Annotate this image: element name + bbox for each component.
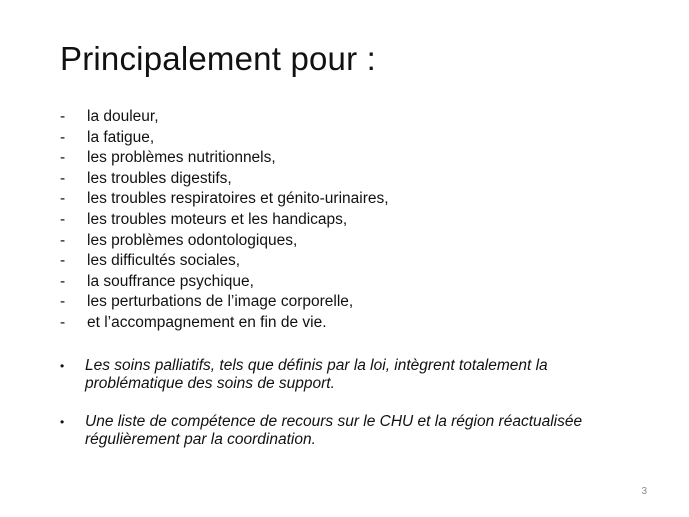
list-item <box>60 149 389 170</box>
dash-marker: - <box>60 231 66 249</box>
bullet-item <box>60 413 650 449</box>
list-item-text: les troubles digestifs, <box>87 169 232 187</box>
list-item <box>60 293 389 314</box>
dash-marker: - <box>60 293 66 311</box>
bullet-item <box>60 357 650 393</box>
bullet-text: Une liste de compétence de recours sur le CHU et la région réactualisée régulièrement par la coordination. <box>85 413 583 448</box>
dash-marker: - <box>60 313 66 331</box>
list-item <box>60 211 389 232</box>
dash-list <box>60 108 389 335</box>
dash-marker: - <box>60 149 66 167</box>
list-item-text: les troubles respiratoires et génito-urinaires, <box>87 190 389 208</box>
dash-marker: - <box>60 252 66 270</box>
dash-marker: - <box>60 190 66 208</box>
list-item-text: et l’accompagnement en fin de vie. <box>87 313 327 331</box>
bullet-list <box>60 357 650 469</box>
list-item <box>60 129 389 150</box>
list-item <box>60 190 389 211</box>
dash-marker: - <box>60 272 66 290</box>
list-item-text: la douleur, <box>87 108 159 125</box>
list-item-text: les problèmes odontologiques, <box>87 231 298 249</box>
list-item-text: les perturbations de l’image corporelle, <box>87 293 354 311</box>
dash-marker: - <box>60 169 66 187</box>
list-item <box>60 314 389 335</box>
list-item-text: la fatigue, <box>87 128 155 146</box>
bullet-marker: • <box>60 359 65 373</box>
list-item-text: les problèmes nutritionnels, <box>87 149 276 167</box>
page-number: 3 <box>641 486 647 497</box>
list-item <box>60 273 389 294</box>
bullet-text: Les soins palliatifs, tels que définis par la loi, intègrent totalement la problématique des soins de support. <box>85 357 548 392</box>
dash-marker: - <box>60 108 66 125</box>
list-item <box>60 232 389 253</box>
list-item-text: les troubles moteurs et les handicaps, <box>87 210 348 228</box>
slide-title: Principalement pour : <box>60 40 377 77</box>
dash-marker: - <box>60 210 66 228</box>
list-item-text: les difficultés sociales, <box>87 252 241 270</box>
bullet-marker: • <box>60 415 65 429</box>
dash-marker: - <box>60 128 66 146</box>
list-item <box>60 170 389 191</box>
list-item-text: la souffrance psychique, <box>87 272 254 290</box>
list-item <box>60 108 389 129</box>
list-item <box>60 252 389 273</box>
